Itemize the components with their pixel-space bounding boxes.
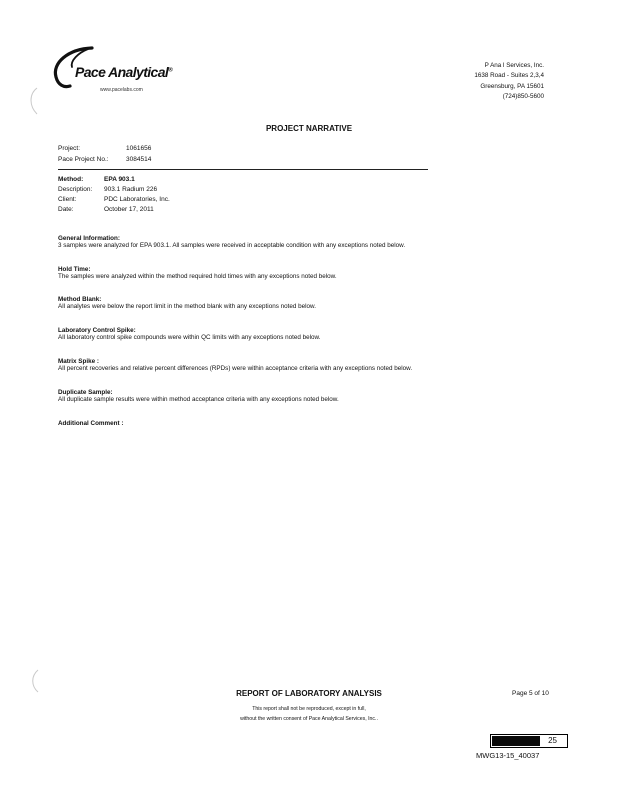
lcs-text: All laboratory control spike compounds were within QC limits with any exceptions noted below. xyxy=(58,334,321,341)
stamp-number: 25 xyxy=(548,736,557,745)
matrix-spike-heading: Matrix Spike : xyxy=(58,358,99,365)
client-row xyxy=(58,196,308,205)
pace-project-label: Pace Project No.: xyxy=(58,156,109,163)
margin-scan-mark-icon xyxy=(26,86,40,116)
description-row xyxy=(58,186,308,195)
address-line-1: P Ana l Services, Inc. xyxy=(484,62,544,69)
duplicate-sample-section xyxy=(58,389,339,403)
report-title: REPORT OF LABORATORY ANALYSIS xyxy=(236,689,382,698)
page-number: Page 5 of 10 xyxy=(512,690,549,697)
address-line-2: 1638 Road - Suites 2,3,4 xyxy=(474,72,544,80)
method-blank-section xyxy=(58,296,316,310)
redaction-stamp xyxy=(490,734,568,748)
logo-url: www.pacelabs.com xyxy=(100,87,143,93)
method-row xyxy=(58,176,308,185)
lcs-section xyxy=(58,327,321,341)
duplicate-sample-heading: Duplicate Sample: xyxy=(58,389,113,396)
page-title: PROJECT NARRATIVE xyxy=(265,124,353,133)
client-value: PDC Laboratories, Inc. xyxy=(104,196,170,203)
method-value: EPA 903.1 xyxy=(104,176,135,183)
hold-time-heading: Hold Time: xyxy=(58,266,91,273)
general-information-text: 3 samples were analyzed for EPA 903.1. All samples were received in acceptable condition with any exceptions noted below. xyxy=(58,242,406,249)
address-line-3: Greensburg, PA 15601 xyxy=(480,82,544,90)
general-information-section xyxy=(58,235,405,249)
additional-comment-heading: Additional Comment : xyxy=(58,420,124,427)
general-information-heading: General Information: xyxy=(58,235,120,242)
logo-trademark: ® xyxy=(168,67,173,74)
pace-logo xyxy=(48,45,173,97)
disclaimer-line-1: This report shall not be reproduced, except in full, xyxy=(252,706,366,712)
method-blank-text: All analytes were below the report limit in the method blank with any exceptions noted below. xyxy=(58,303,316,310)
pace-project-value: 3084514 xyxy=(126,156,152,163)
logo-company-name: Pace Analytical® xyxy=(75,64,173,80)
method-blank-heading: Method Blank: xyxy=(58,296,102,303)
address-line-4: (724)850-5600 xyxy=(502,92,544,100)
hold-time-section xyxy=(58,266,337,280)
matrix-spike-section xyxy=(58,358,412,372)
description-label: Description: xyxy=(58,186,93,193)
hold-time-text: The samples were analyzed within the method required hold times with any exceptions noted below. xyxy=(58,273,337,280)
description-value: 903.1 Radium 226 xyxy=(104,186,158,193)
redaction-block xyxy=(492,736,540,746)
date-row xyxy=(58,206,308,215)
date-label: Date: xyxy=(58,206,74,213)
method-label: Method: xyxy=(58,176,84,183)
disclaimer-line-2: without the written consent of Pace Analytical Services, Inc.. xyxy=(240,716,378,722)
project-label: Project: xyxy=(58,145,81,152)
duplicate-sample-text: All duplicate sample results were within method acceptance criteria with any exceptions noted below. xyxy=(58,396,339,403)
bates-number: MWG13-15_40037 xyxy=(476,751,540,760)
header-divider xyxy=(58,169,428,170)
date-value: October 17, 2011 xyxy=(104,206,154,213)
lcs-heading: Laboratory Control Spike: xyxy=(58,327,136,334)
lab-address xyxy=(474,61,544,102)
project-row xyxy=(58,145,258,154)
matrix-spike-text: All percent recoveries and relative percent differences (RPDs) were within acceptance criteria with any exceptions noted below. xyxy=(58,365,413,372)
client-label: Client: xyxy=(58,196,77,203)
additional-comment-section xyxy=(58,420,123,427)
project-value: 1061656 xyxy=(126,145,152,152)
pace-project-row xyxy=(58,156,258,165)
